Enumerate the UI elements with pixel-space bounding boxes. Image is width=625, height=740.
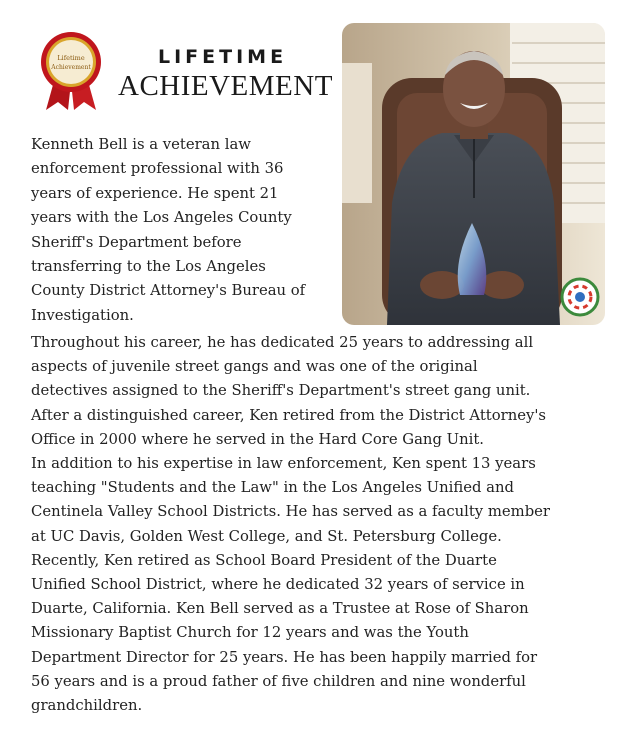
body-line: detectives assigned to the Sheriff's Department's street gang unit. bbox=[31, 382, 531, 400]
heading-lifetime: LIFETIME bbox=[158, 46, 288, 68]
portrait-photo bbox=[342, 23, 605, 325]
award-badge-icon bbox=[38, 30, 104, 112]
badge-text-line1: Lifetime bbox=[57, 54, 85, 62]
intro-line: County District Attorney's Bureau of bbox=[31, 282, 306, 300]
body-line: Department Director for 25 years. He has been happily married for bbox=[31, 648, 538, 666]
body-line: In addition to his expertise in law enforcement, Ken spent 13 years bbox=[31, 455, 536, 473]
body-line: at UC Davis, Golden West College, and St. Petersburg College. bbox=[31, 527, 502, 545]
intro-line: years of experience. He spent 21 bbox=[31, 184, 279, 202]
body-line: 56 years and is a proud father of five children and nine wonderful bbox=[31, 672, 526, 690]
intro-line: transferring to the Los Angeles bbox=[31, 258, 266, 276]
intro-line: Investigation. bbox=[31, 306, 134, 324]
body-line: Centinela Valley School Districts. He has served as a faculty member bbox=[31, 503, 550, 521]
body-line: grandchildren. bbox=[31, 697, 143, 715]
biography-paragraph bbox=[31, 331, 606, 718]
body-line: aspects of juvenile street gangs and was one of the original bbox=[31, 358, 478, 376]
body-line: Duarte, California. Ken Bell served as a Trustee at Rose of Sharon bbox=[31, 600, 529, 618]
heading-achievement: ACHIEVEMENT bbox=[118, 70, 333, 102]
body-line: teaching "Students and the Law" in the Los Angeles Unified and bbox=[31, 479, 515, 497]
intro-paragraph bbox=[31, 133, 331, 328]
body-line: After a distinguished career, Ken retired from the District Attorney's bbox=[31, 406, 547, 424]
intro-line: years with the Los Angeles County bbox=[31, 209, 292, 227]
body-line: Recently, Ken retired as School Board President of the Duarte bbox=[31, 551, 497, 569]
badge-text-line2: Achievement bbox=[51, 64, 91, 71]
intro-line: enforcement professional with 36 bbox=[31, 160, 284, 178]
body-line: Unified School District, where he dedicated 32 years of service in bbox=[31, 576, 525, 594]
body-line: Missionary Baptist Church for 12 years and was the Youth bbox=[31, 624, 469, 642]
body-line: Office in 2000 where he served in the Hard Core Gang Unit. bbox=[31, 430, 485, 448]
intro-line: Sheriff's Department before bbox=[31, 233, 242, 251]
body-line: Throughout his career, he has dedicated 25 years to addressing all bbox=[31, 334, 534, 351]
intro-line: Kenneth Bell is a veteran law bbox=[31, 136, 251, 153]
